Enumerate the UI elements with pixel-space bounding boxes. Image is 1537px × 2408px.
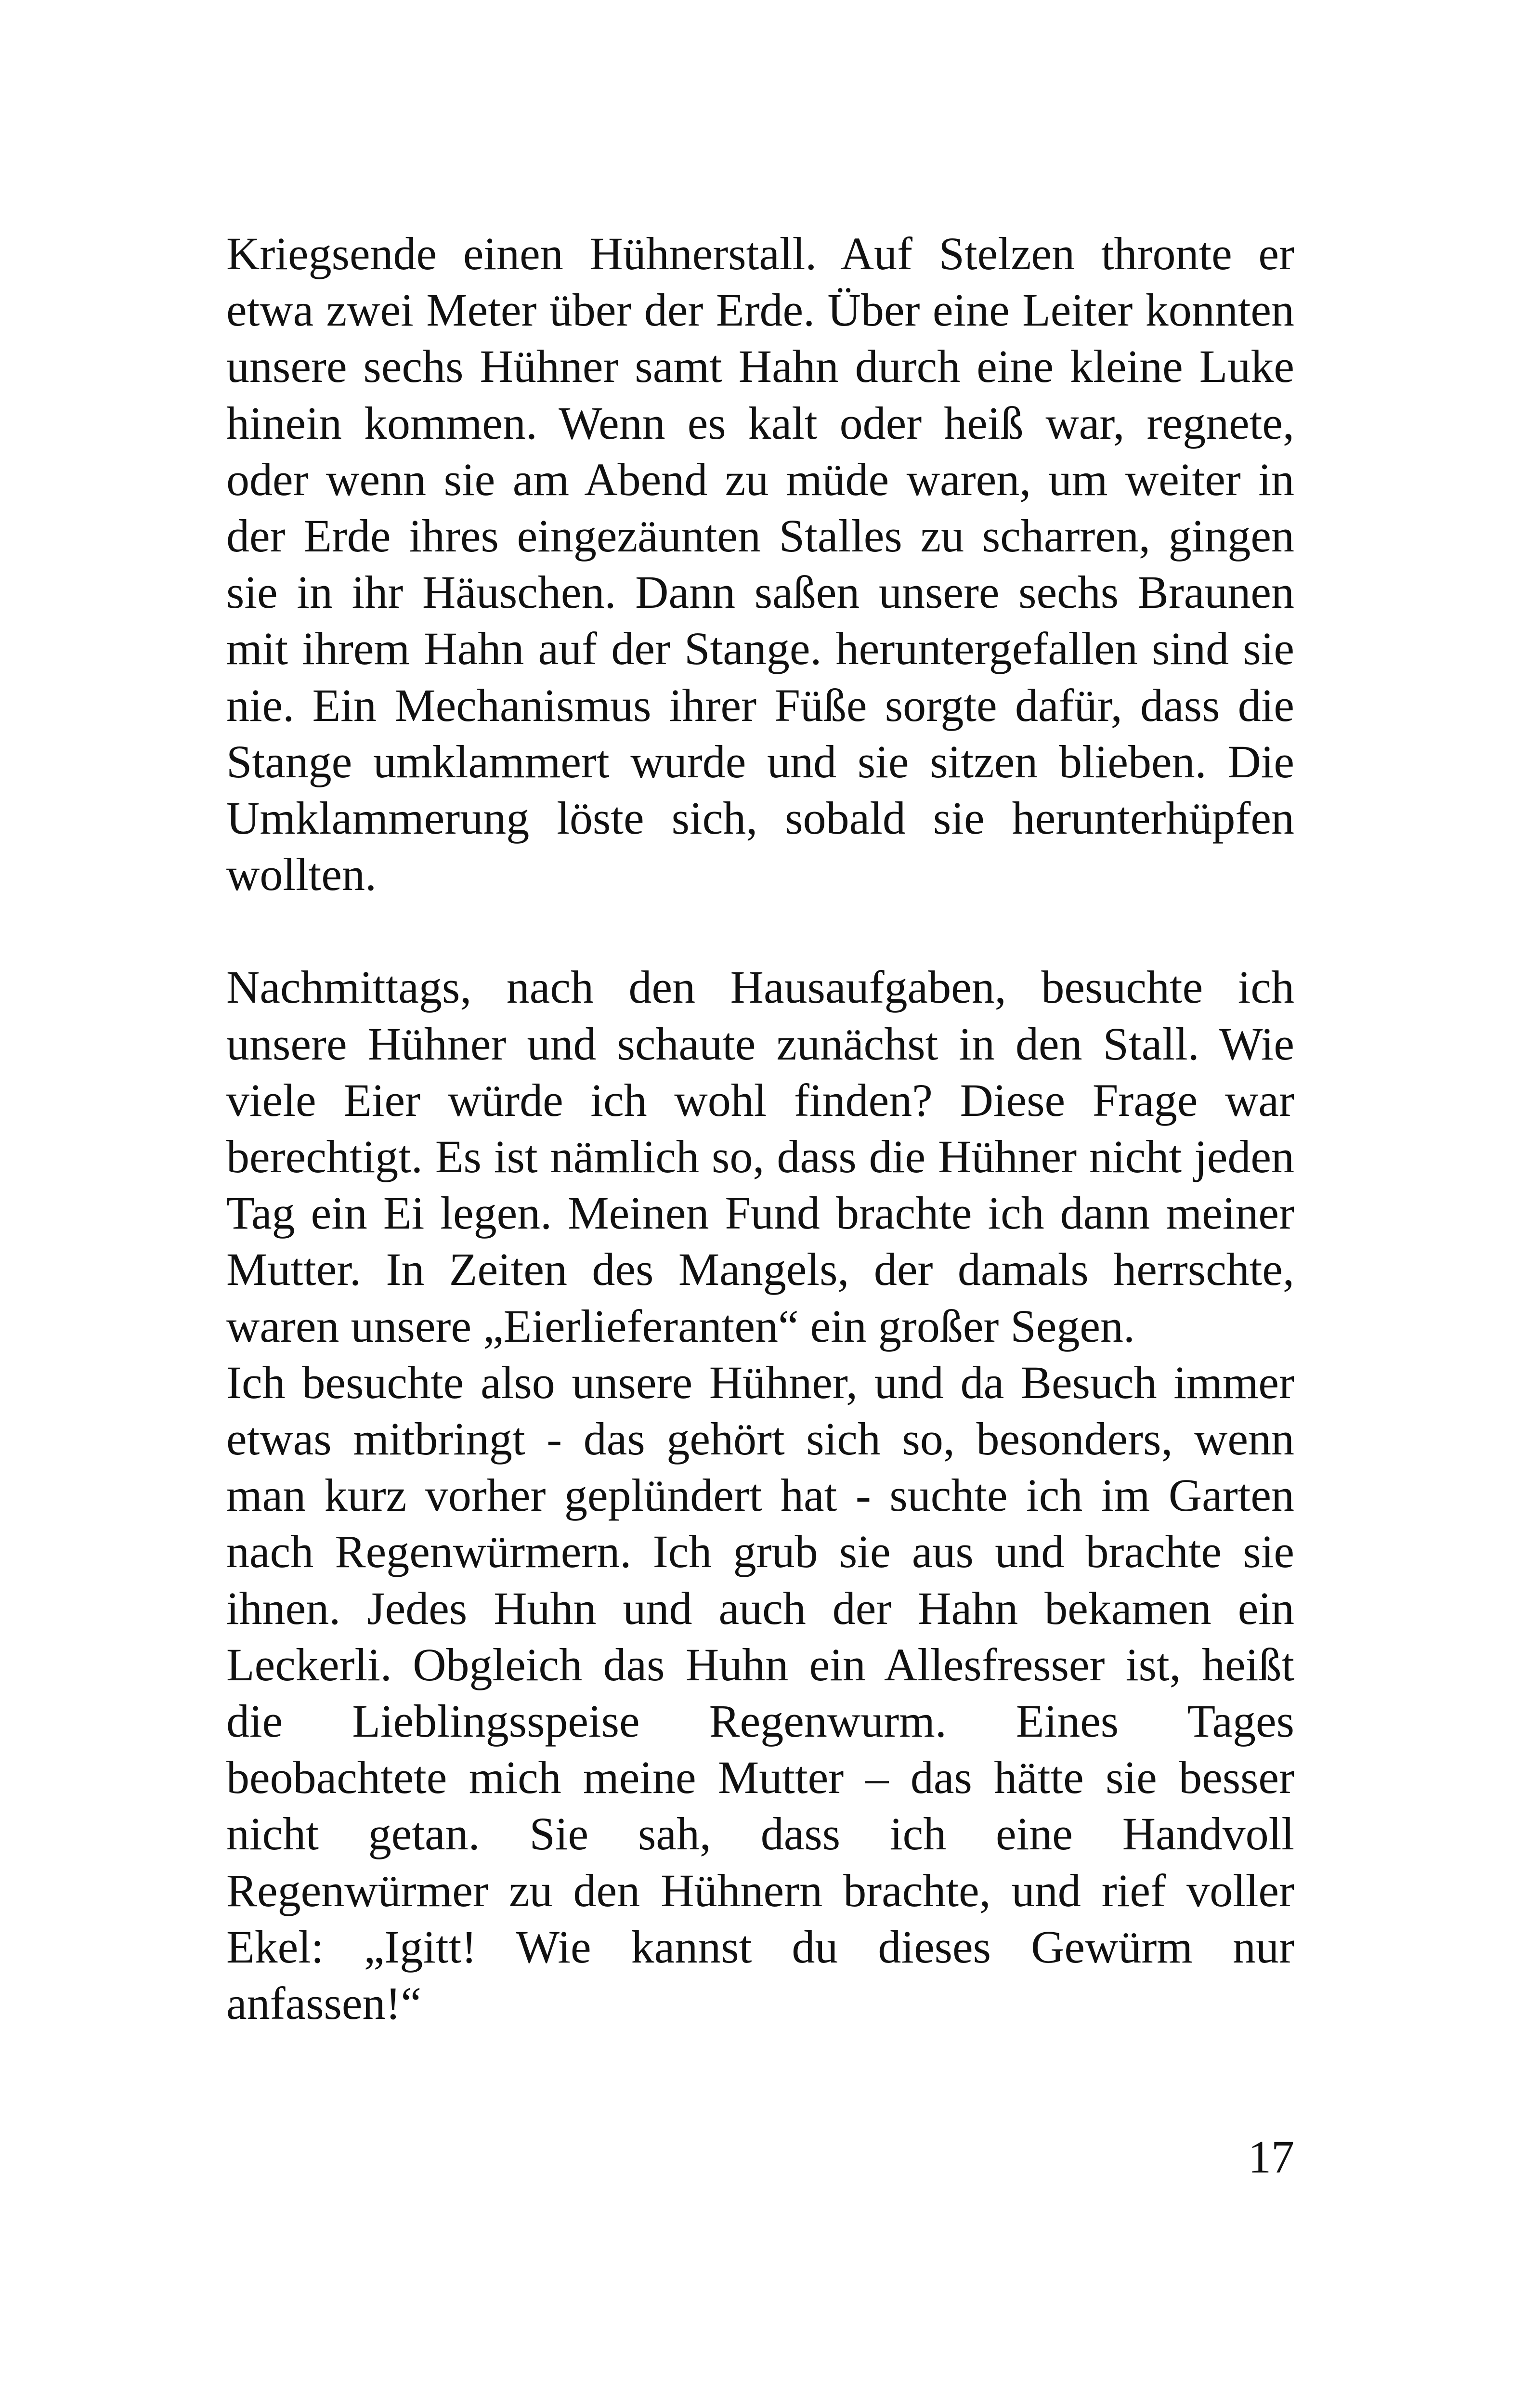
paragraph-1: Kriegsende einen Hühnerstall. Auf Stelzen thronte er etwa zwei Meter über der Erde. Über eine Leiter konnten unsere sechs Hühner samt Hahn durch eine kleine Luke hinein kommen. Wenn es kalt oder heiß war, regnete, oder wenn sie am Abend zu müde waren, um weiter in der Erde ihres eingezäunten Stalles zu scharren, gingen sie in ihr Häuschen. Dann saßen unsere sechs Braunen mit ihrem Hahn auf der Stange. heruntergefallen sind sie nie. Ein Mechanismus ihrer Füße sorgte dafür, dass die Stange umklammert wurde und sie sitzen blieben. Die Umklammerung löste sich, sobald sie herunterhüpfen wollten.: [226, 228, 1294, 901]
paragraph-2: Nachmittags, nach den Hausaufgaben, besuchte ich unsere Hühner und schaute zunächst in den Stall. Wie viele Eier würde ich wohl finden? Diese Frage war berechtigt. Es ist nämlich so, dass die Hühner nicht jeden Tag ein Ei legen. Meinen Fund brachte ich dann meiner Mutter. In Zeiten des Mangels, der damals herrschte, waren unsere „Eierlieferanten“ ein großer Segen.: [226, 961, 1294, 1352]
page-number: 17: [1248, 2131, 1294, 2183]
paragraph-3: Ich besuchte also unsere Hühner, und da Besuch immer etwas mitbringt - das gehört sich so, besonders, wenn man kurz vorher geplündert hat - suchte ich im Garten nach Regenwürmern. Ich grub sie aus und brachte sie ihnen. Jedes Huhn und auch der Hahn bekamen ein Leckerli. Obgleich das Huhn ein Allesfresser ist, heißt die Lieblingsspeise Regenwurm. Eines Tages beobachtete mich meine Mutter – das hätte sie besser nicht getan. Sie sah, dass ich eine Handvoll Regenwürmer zu den Hühnern brachte, und rief voller Ekel: „Igitt! Wie kannst du dieses Gewürm nur anfassen!“: [226, 1356, 1294, 2029]
body-text: [226, 225, 1294, 2031]
